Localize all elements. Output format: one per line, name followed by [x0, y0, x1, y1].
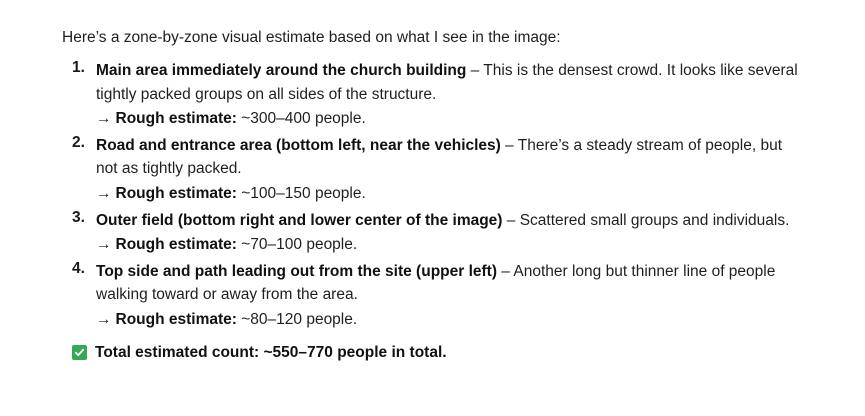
total-estimate-text: Total estimated count: ~550–770 people in total.: [95, 344, 447, 362]
zone-line: [96, 134, 805, 181]
zone-line: [96, 209, 805, 233]
arrow-icon: →: [96, 110, 112, 128]
zone-estimate: [96, 182, 805, 206]
estimate-label: Rough estimate:: [115, 236, 237, 254]
zone-title: Outer field (bottom right and lower center of the image): [96, 211, 503, 229]
zone-line: [96, 59, 805, 106]
estimate-value: ~300–400 people.: [236, 110, 366, 128]
zone-title: Road and entrance area (bottom left, near the vehicles): [96, 136, 501, 154]
zone-line: [96, 260, 805, 307]
intro-paragraph: Here’s a zone-by-zone visual estimate based on what I see in the image:: [62, 29, 561, 46]
arrow-icon: →: [96, 184, 112, 202]
estimate-value: ~70–100 people.: [236, 236, 358, 254]
zone-description: – There’s a steady stream of people, but not as tightly packed.: [96, 136, 783, 178]
zone-description: – This is the densest crowd. It looks like several tightly packed groups on all sides of the structure.: [96, 62, 798, 103]
zone-estimate: [96, 233, 805, 257]
arrow-icon: →: [96, 310, 112, 328]
zone-title: Main area immediately around the church building: [96, 62, 467, 80]
zone-estimate: [96, 107, 805, 131]
estimate-value: ~80–120 people.: [236, 310, 358, 328]
estimate-label: Rough estimate:: [115, 184, 237, 202]
estimate-label: Rough estimate:: [115, 310, 237, 328]
zone-description: – Scattered small groups and individuals.: [502, 211, 790, 229]
green-check-icon: [72, 345, 87, 360]
zone-description: – Another long but thinner line of people walking toward or away from the area.: [96, 262, 776, 304]
list-item: [62, 209, 805, 257]
arrow-icon: →: [96, 236, 112, 254]
estimate-value: ~100–150 people.: [236, 184, 366, 202]
estimate-label: Rough estimate:: [115, 110, 237, 128]
list-item: [62, 59, 805, 131]
list-item: [62, 260, 805, 332]
list-item: [62, 134, 805, 206]
zone-list: [62, 59, 805, 331]
zone-title: Top side and path leading out from the site (upper left): [96, 262, 497, 280]
zone-estimate: [96, 308, 805, 332]
total-row: [62, 342, 805, 364]
